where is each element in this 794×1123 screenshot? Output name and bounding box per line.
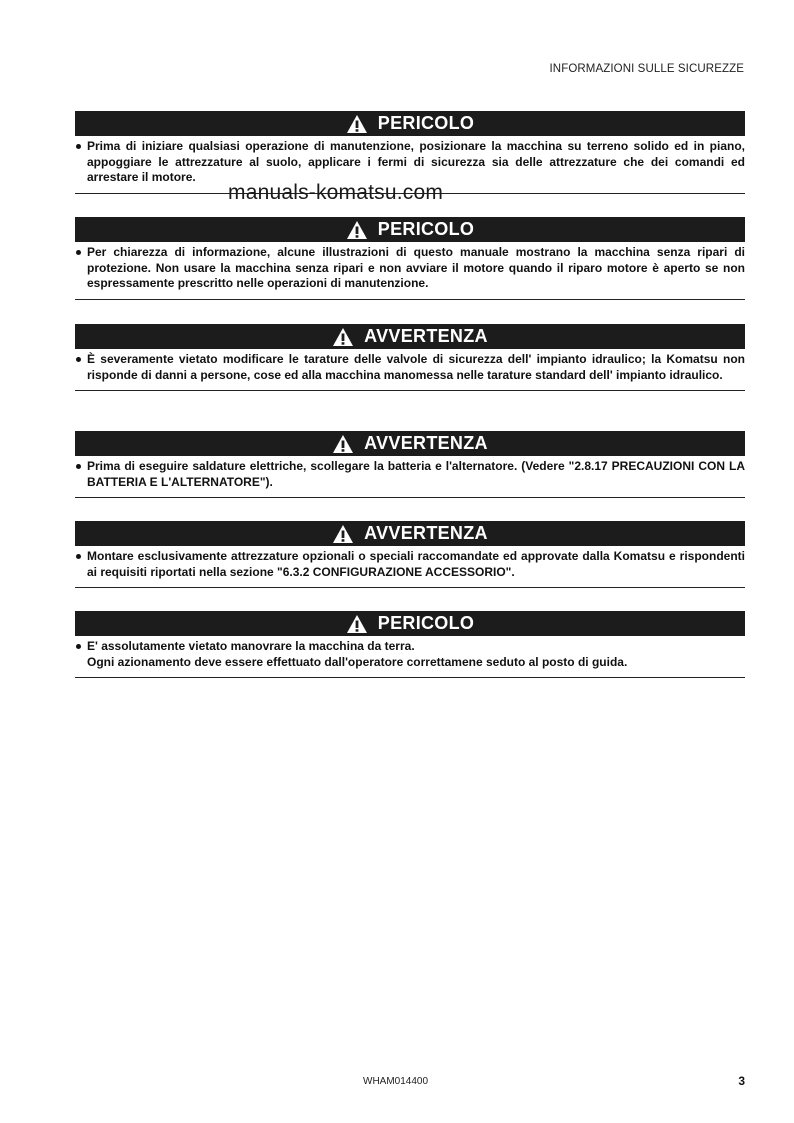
notice-avvertenza — [75, 431, 745, 498]
notice-bar — [75, 611, 745, 636]
bullet-icon — [76, 250, 81, 255]
notice-body — [75, 546, 745, 588]
document-code: WHAM014400 — [363, 1076, 429, 1087]
notice-pericolo — [75, 217, 745, 300]
notice-body — [75, 349, 745, 391]
notice-avvertenza — [75, 324, 745, 391]
header-title: INFORMAZIONI SULLE SICUREZZE — [549, 63, 744, 75]
notice-bar — [75, 431, 745, 456]
notice-text: Prima di eseguire saldature elettriche, scollegare la batteria e l'alternatore. (Vedere "2.8.17 PRECAUZIONI CON LA BATTERIA E L'ALTERNATORE"). — [87, 459, 745, 489]
notice-body — [75, 456, 745, 498]
notice-label: PERICOLO — [377, 219, 475, 239]
bullet-icon — [76, 357, 81, 362]
notice-body — [75, 636, 745, 678]
notice-text: E' assolutamente vietato manovrare la macchina da terra. — [87, 639, 415, 653]
notice-label: AVVERTENZA — [364, 433, 488, 453]
notice-text: Per chiarezza di informazione, alcune illustrazioni di questo manuale mostrano la macchina senza ripari di protezione. Non usare la macchina senza ripari e non avviare il motore quando il riparo motore è aperto se non espressamente prescritto nelle operazioni di manutenzione. — [87, 245, 745, 290]
notice-label: AVVERTENZA — [364, 523, 488, 543]
bullet-icon — [76, 464, 81, 469]
bullet-icon — [76, 554, 81, 559]
notice-text: È severamente vietato modificare le tarature delle valvole di sicurezza dell' impianto idraulico; la Komatsu non risponde di danni a persone, cose ed alla macchina manomessa nelle tarature standard dell' impianto idraulico. — [87, 352, 745, 382]
warning-icon — [332, 524, 354, 544]
warning-icon — [332, 327, 354, 347]
notice-pericolo — [75, 611, 745, 678]
notice-bar — [75, 521, 745, 546]
notice-bar — [75, 217, 745, 242]
notice-label: AVVERTENZA — [364, 326, 488, 346]
bullet-icon — [76, 144, 81, 149]
notice-text: Montare esclusivamente attrezzature opzionali o speciali raccomandate ed approvate dalla Komatsu e rispondenti ai requisiti riportati nella sezione "6.3.2 CONFIGURAZIONE ACCESSORIO". — [87, 549, 745, 579]
notice-avvertenza — [75, 521, 745, 588]
notice-bar — [75, 111, 745, 136]
notice-text-continued: Ogni azionamento deve essere effettuato dall'operatore correttamene seduto al posto di guida. — [87, 654, 628, 669]
watermark-link[interactable]: manuals-komatsu.com — [228, 181, 444, 204]
notice-bar — [75, 324, 745, 349]
page-number: 3 — [738, 1074, 745, 1088]
notice-body — [75, 242, 745, 300]
notice-text: Prima di iniziare qualsiasi operazione di manutenzione, posizionare la macchina su terreno solido ed in piano, appoggiare le attrezzature al suolo, applicare i fermi di sicurezza sia delle attrezzature che dei comandi ed arrestare il motore. — [87, 139, 745, 184]
warning-icon — [346, 114, 368, 134]
bullet-icon — [76, 644, 81, 649]
warning-icon — [346, 614, 368, 634]
warning-icon — [346, 220, 368, 240]
warning-icon — [332, 434, 354, 454]
notice-label: PERICOLO — [377, 613, 475, 633]
notice-label: PERICOLO — [377, 113, 475, 133]
